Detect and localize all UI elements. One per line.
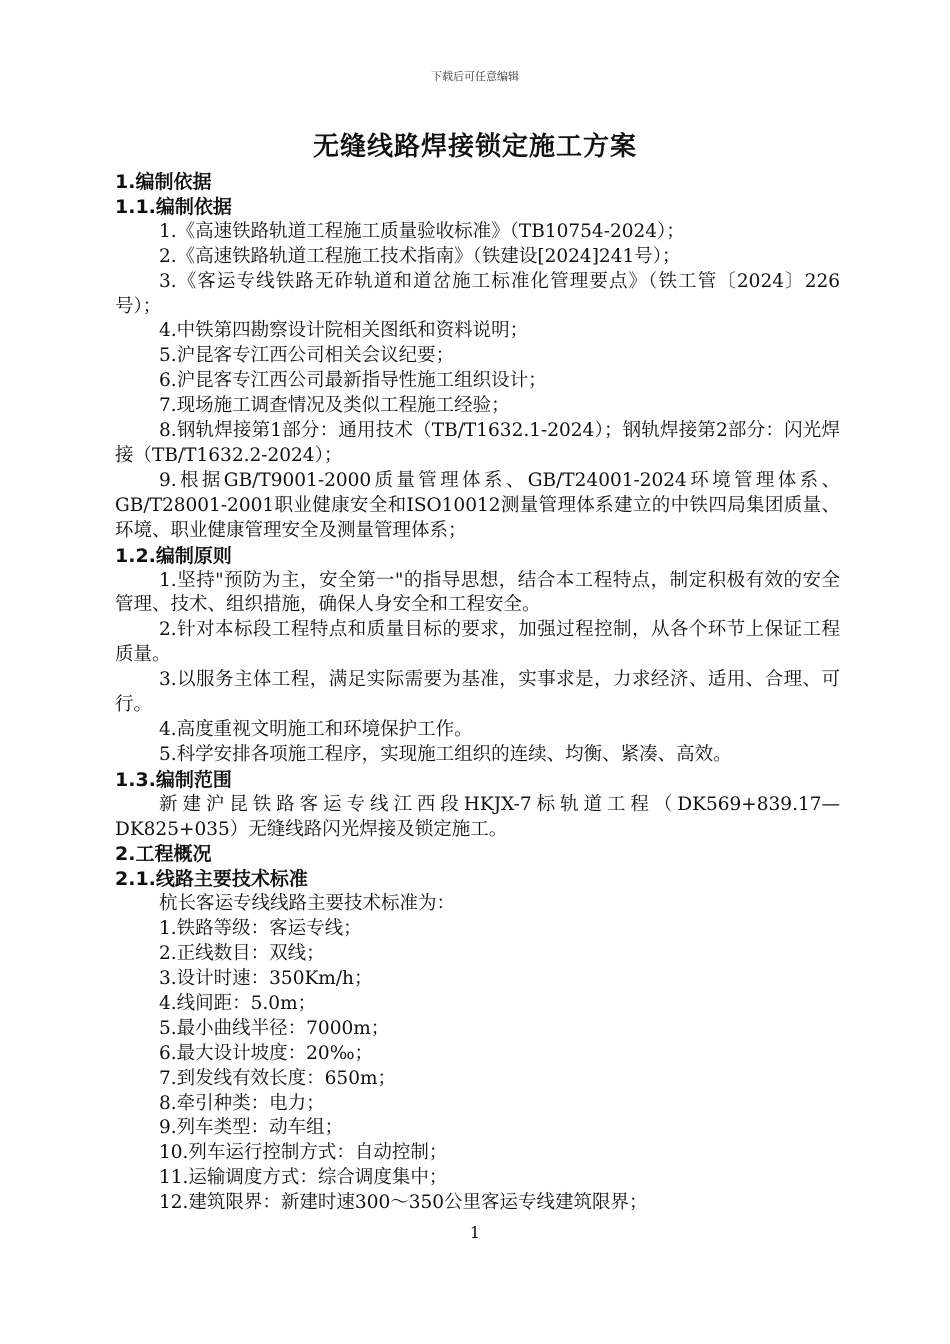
header-note: 下载后可任意编辑 <box>431 70 519 83</box>
paragraph: 1.坚持"预防为主，安全第一"的指导思想，结合本工程特点，制定积极有效的安全管理、技术、组织措施，确保人身安全和工程安全。 <box>115 569 840 616</box>
section-heading: 1.3.编制范围 <box>115 768 232 791</box>
paragraph: 2.《高速铁路轨道工程施工技术指南》（铁建设[2024]241号）； <box>159 245 681 267</box>
paragraph: 3.《客运专线铁路无砟轨道和道岔施工标准化管理要点》（铁工管〔2024〕226号）； <box>115 270 840 317</box>
paragraph: 7.到发线有效长度：650m； <box>159 1067 397 1089</box>
section-heading: 1.2.编制原则 <box>115 544 232 567</box>
paragraph: 6.最大设计坡度：20‰； <box>159 1042 374 1064</box>
paragraph: 7.现场施工调查情况及类似工程施工经验； <box>159 395 510 417</box>
document-body <box>115 170 840 1216</box>
paragraph: 1.《高速铁路轨道工程施工质量验收标准》（TB10754-2024）； <box>159 220 685 242</box>
paragraph: 1.铁路等级：客运专线； <box>159 918 362 940</box>
paragraph: 12.建筑限界：新建时速300～350公里客运专线建筑限界； <box>159 1192 648 1214</box>
paragraph: 4.高度重视文明施工和环境保护工作。 <box>159 718 473 740</box>
paragraph: 2.正线数目：双线； <box>159 943 325 965</box>
paragraph: 10.列车运行控制方式：自动控制； <box>159 1142 448 1164</box>
document-title: 无缝线路焊接锁定施工方案 <box>312 132 637 162</box>
paragraph: 2.针对本标段工程特点和质量目标的要求，加强过程控制，从各个环节上保证工程质量。 <box>115 619 840 666</box>
paragraph: 3.设计时速：350Km/h； <box>159 968 373 989</box>
paragraph: 5.科学安排各项施工程序，实现施工组织的连续、均衡、紧凑、高效。 <box>159 743 732 765</box>
paragraph: 4.中铁第四勘察设计院相关图纸和资料说明； <box>159 320 529 342</box>
paragraph: 6.沪昆客专江西公司最新指导性施工组织设计； <box>159 370 547 392</box>
paragraph: 5.最小曲线半径：7000m； <box>159 1017 390 1039</box>
section-heading: 1.编制依据 <box>115 171 212 193</box>
paragraph: 杭长客运专线线路主要技术标准为： <box>159 893 456 915</box>
paragraph: 11.运输调度方式：综合调度集中； <box>159 1167 448 1189</box>
paragraph: 8.牵引种类：电力； <box>159 1092 325 1114</box>
paragraph: 5.沪昆客专江西公司相关会议纪要； <box>159 345 455 367</box>
paragraph: 3.以服务主体工程，满足实际需要为基准，实事求是，力求经济、适用、合理、可行。 <box>115 669 840 716</box>
page-number: 1 <box>469 1223 481 1242</box>
section-heading: 2.1.线路主要技术标准 <box>115 868 308 891</box>
paragraph: 4.线间距：5.0m； <box>159 992 317 1014</box>
paragraph: 8.钢轨焊接第1部分：通用技术（TB/T1632.1-2024）；钢轨焊接第2部分：闪光焊接（TB/T1632.2-2024）； <box>115 420 840 466</box>
paragraph: 9.根据GB/T9001-2000质量管理体系、GB/T24001-2024环境管理体系、GB/T28001-2001职业健康安全和ISO10012测量管理体系建立的中铁四局集团质量、环境、职业健康管理安全及测量管理体系； <box>115 469 840 541</box>
section-heading: 2.工程概况 <box>115 843 212 866</box>
paragraph: 9.列车类型：动车组； <box>159 1117 344 1139</box>
section-heading: 1.1.编制依据 <box>115 195 232 218</box>
paragraph: 新建沪昆铁路客运专线江西段HKJX-7标轨道工程（DK569+839.17—DK825+035）无缝线路闪光焊接及锁定施工。 <box>115 793 840 840</box>
